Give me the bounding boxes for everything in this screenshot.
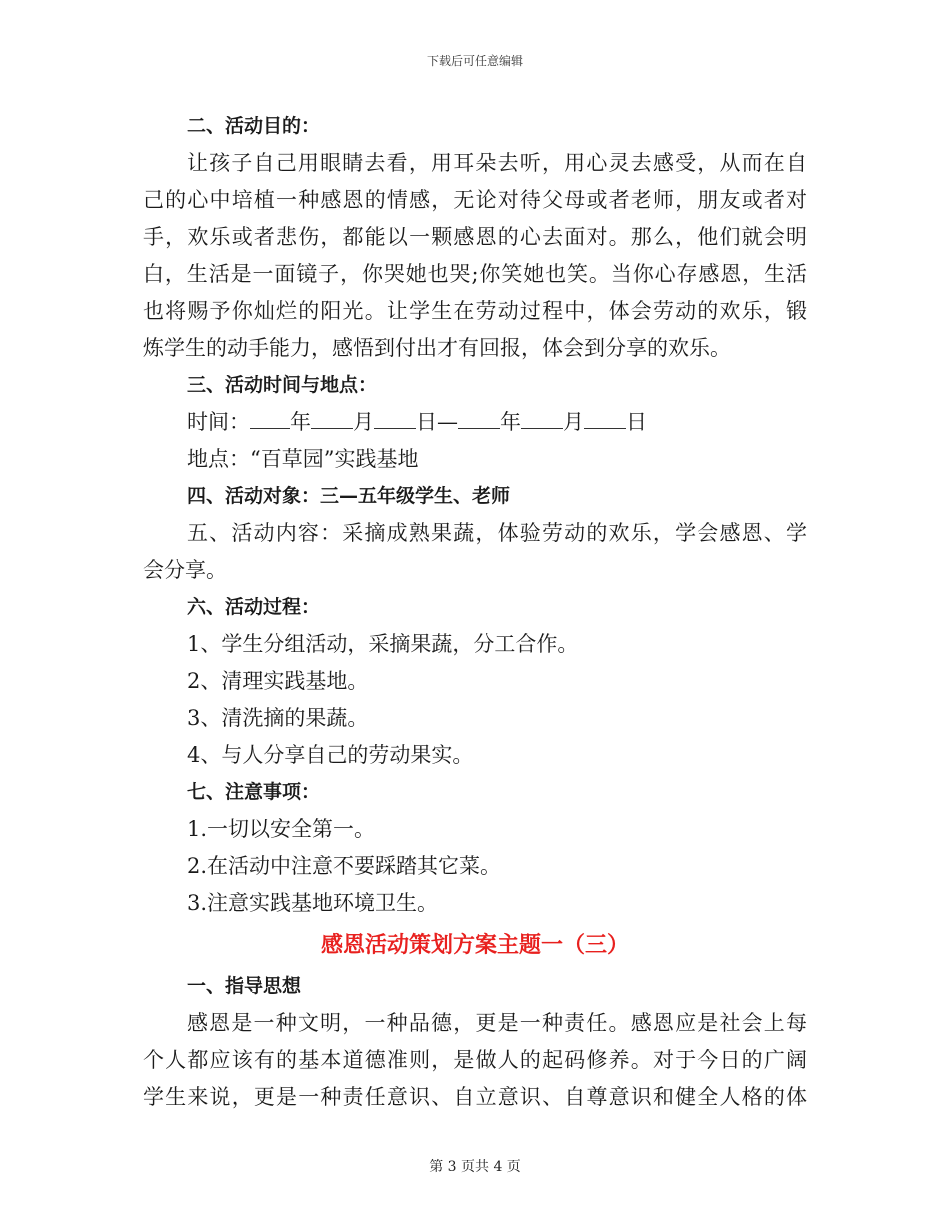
- part-title: 感恩活动策划方案主题一（三）: [320, 933, 629, 958]
- time-month: 月: [353, 410, 374, 434]
- time-year: 年: [500, 410, 521, 434]
- time-year: 年: [290, 410, 311, 434]
- paragraph-line: 炼学生的动手能力，感悟到付出才有回报，体会到分享的欢乐。: [143, 336, 731, 360]
- paragraph-line: 手，欢乐或者悲伤，都能以一颗感恩的心去面对。那么，他们就会明: [143, 225, 807, 249]
- blank-field: [521, 408, 563, 429]
- time-day-dash: 日—: [416, 410, 458, 434]
- list-item: 3.注意实践基地环境卫生。: [187, 891, 439, 915]
- time-month: 月: [563, 410, 584, 434]
- time-day: 日: [626, 410, 647, 434]
- section-heading: 二、活动目的：: [187, 115, 321, 137]
- paragraph-line: 学生来说，更是一种责任意识、自立意识、自尊意识和健全人格的体: [143, 1085, 807, 1109]
- blank-field: [458, 408, 500, 429]
- page-footer: 第 3 页共 4 页: [429, 1159, 521, 1175]
- paragraph-line: 感恩是一种文明，一种品德，更是一种责任。感恩应是社会上每: [187, 1011, 807, 1035]
- section-heading: 七、注意事项：: [187, 781, 321, 803]
- time-label: 时间：: [187, 410, 250, 434]
- paragraph-line: 会分享。: [143, 558, 227, 582]
- document-body: [143, 108, 807, 1116]
- paragraph-line: 白，生活是一面镜子，你哭她也哭;你笑她也笑。当你心存感恩，生活: [143, 262, 807, 286]
- list-item: 1.一切以安全第一。: [187, 817, 376, 841]
- blank-field: [311, 408, 353, 429]
- paragraph-line: 己的心中培植一种感恩的情感，无论对待父母或者老师，朋友或者对: [143, 188, 807, 212]
- place-line: 地点：“百草园”实践基地: [187, 447, 419, 471]
- section-heading: 六、活动过程：: [187, 596, 321, 618]
- list-item: 1、学生分组活动，采摘果蔬，分工合作。: [187, 632, 579, 656]
- time-line: [143, 404, 807, 441]
- list-item: 2、清理实践基地。: [187, 669, 369, 693]
- list-item: 3、清洗摘的果蔬。: [187, 706, 369, 730]
- paragraph-line: 个人都应该有的基本道德准则，是做人的起码修养。对于今日的广阔: [143, 1048, 807, 1072]
- paragraph-line: 也将赐予你灿烂的阳光。让学生在劳动过程中，体会劳动的欢乐，锻: [143, 299, 807, 323]
- list-item: 2.在活动中注意不要踩踏其它菜。: [187, 854, 502, 878]
- section-heading: 四、活动对象：三—五年级学生、老师: [187, 485, 511, 507]
- blank-field: [584, 408, 626, 429]
- paragraph-line: 让孩子自己用眼睛去看，用耳朵去听，用心灵去感受，从而在自: [187, 151, 807, 175]
- page-header: 下载后可任意编辑: [426, 54, 523, 68]
- section-heading: 三、活动时间与地点：: [187, 374, 378, 396]
- section-heading: 一、指导思想: [187, 975, 302, 997]
- list-item: 4、与人分享自己的劳动果实。: [187, 743, 474, 767]
- paragraph-line: 五、活动内容：采摘成熟果蔬，体验劳动的欢乐，学会感恩、学: [187, 521, 807, 545]
- blank-field: [374, 408, 416, 429]
- blank-field: [250, 408, 290, 429]
